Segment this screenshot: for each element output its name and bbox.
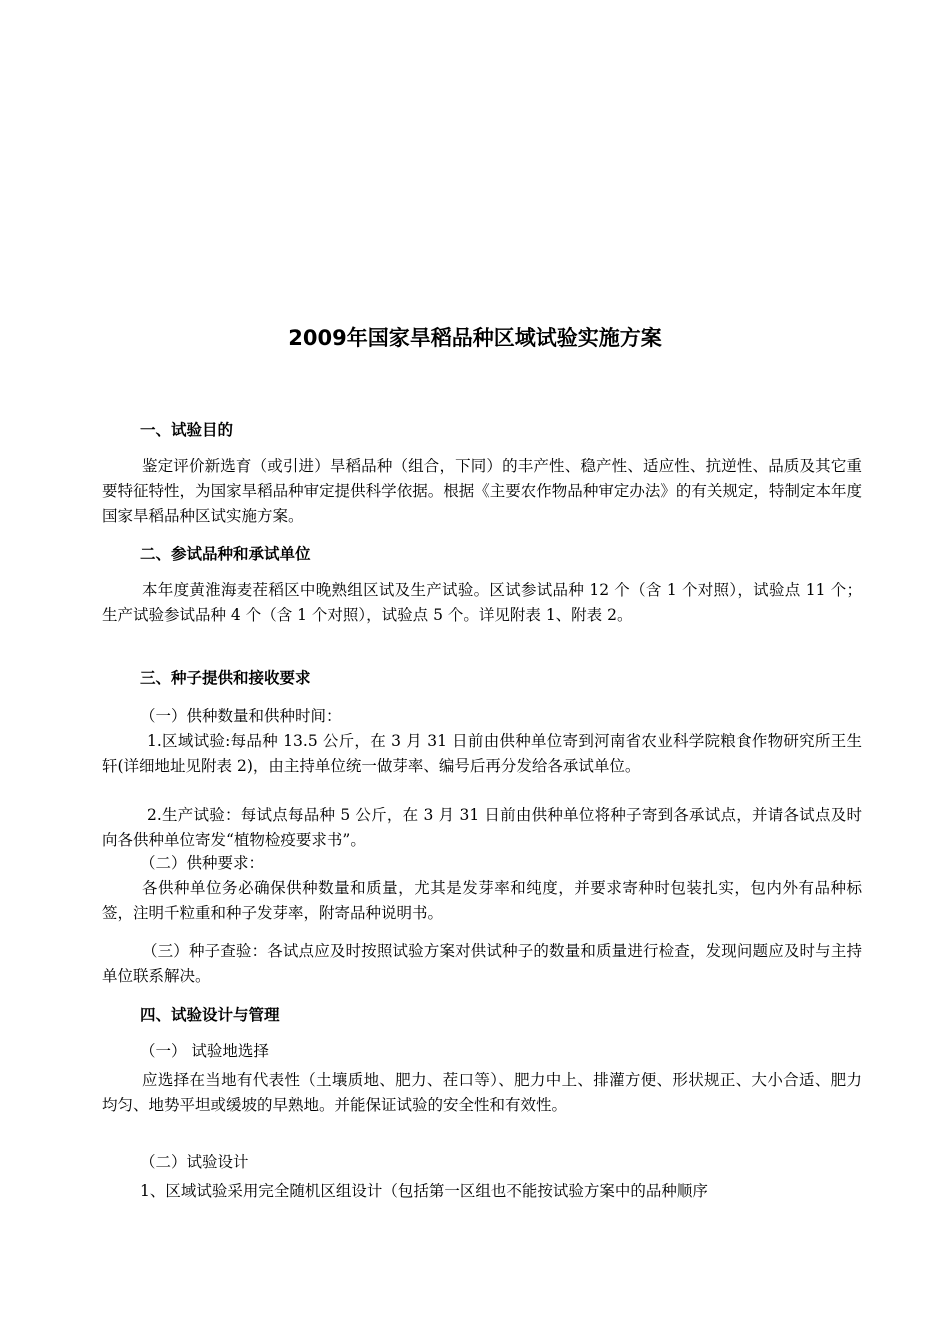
- section-3-sub2: （二）供种要求：: [140, 854, 265, 872]
- section-4-sub1: （一） 试验地选择: [140, 1042, 269, 1060]
- section-3-sub2-text: 各供种单位务必确保供种数量和质量，尤其是发芽率和纯度，并要求寄种时包装扎实，包内外有品种标签，注明千粒重和种子发芽率，附寄品种说明书。: [102, 879, 862, 922]
- section-4-sub2-text: 1、区域试验采用完全随机区组设计（包括第一区组也不能按试验方案中的品种顺序: [140, 1182, 708, 1200]
- section-3-sub3-text: （三）种子查验：各试点应及时按照试验方案对供试种子的数量和质量进行检查，发现问题应及时与主持单位联系解决。: [102, 942, 862, 985]
- section-3-item1: 1.区域试验:每品种 13.5 公斤，在 3 月 31 日前由供种单位寄到河南省农业科学院粮食作物研究所王生轩(详细地址见附表 2)，由主持单位统一做芽率、编号后再分发给各承试单位。: [102, 732, 862, 775]
- section-3-item2: 2.生产试验：每试点每品种 5 公斤，在 3 月 31 日前由供种单位将种子寄到各承试点，并请各试点及时向各供种单位寄发“植物检疫要求书”。: [102, 806, 862, 849]
- section-heading-4: 四、试验设计与管理: [140, 1006, 280, 1024]
- section-heading-3: 三、种子提供和接收要求: [140, 669, 311, 687]
- section-1-paragraph: 鉴定评价新选育（或引进）旱稻品种（组合，下同）的丰产性、稳产性、适应性、抗逆性、品质及其它重要特征特性，为国家旱稻品种审定提供科学依据。根据《主要农作物品种审定办法》的有关规定，特制定本年度国家旱稻品种区试实施方案。: [102, 457, 862, 525]
- section-4-sub1-text: 应选择在当地有代表性（土壤质地、肥力、茬口等）、肥力中上、排灌方便、形状规正、大小合适、肥力均匀、地势平坦或缓坡的早熟地。并能保证试验的安全性和有效性。: [102, 1071, 862, 1114]
- document-title: 2009年国家旱稻品种区域试验实施方案: [288, 326, 662, 350]
- section-3-sub1: （一）供种数量和供种时间：: [140, 707, 342, 725]
- section-heading-1: 一、试验目的: [140, 421, 234, 439]
- section-2-paragraph: 本年度黄淮海麦茬稻区中晚熟组区试及生产试验。区试参试品种 12 个（含 1 个对照），试验点 11 个；生产试验参试品种 4 个（含 1 个对照），试验点 5 个。详见附表 1、附表 2。: [102, 581, 862, 624]
- section-4-sub2: （二）试验设计: [140, 1153, 249, 1171]
- section-heading-2: 二、参试品种和承试单位: [140, 545, 311, 563]
